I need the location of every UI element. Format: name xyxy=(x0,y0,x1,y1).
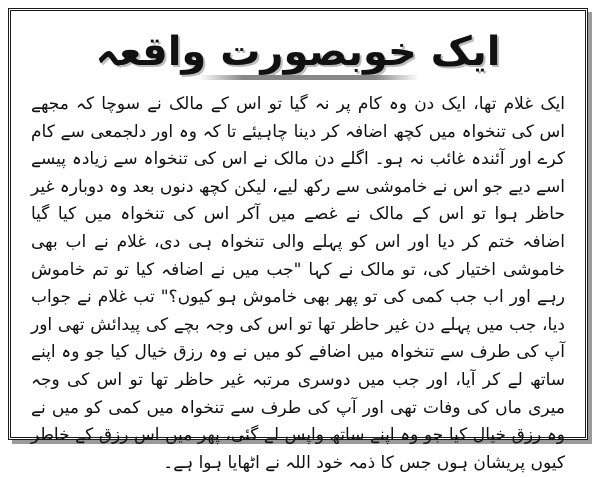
story-title: ایک خوبصورت واقعہ xyxy=(95,29,501,75)
title-underline xyxy=(199,75,419,80)
story-card xyxy=(8,8,588,473)
story-body: ایک غلام تھا، ایک دن وہ کام پر نہ گیا تو اس کے مالک نے سوچا کہ مجھے اس کی تنخواہ میں کچھ اضافہ کر دینا چاہیئے تا کہ وہ اور دلجمعی سے کام کرے اور آئندہ غائب نہ ہو۔ اگلے دن مالک نے اس کی تنخواہ سے زیادہ پیسے اسے دیے جو اس نے خاموشی سے رکھ لیے، لیکن کچھ دنوں بعد وہ دوبارہ غیر حاظر ہوا تو اس کے مالک نے غصے میں آکر اس کی تنخواہ میں کیا گیا اضافہ ختم کر دیا اور اس کو پہلے والی تنخواہ ہی دی، غلام نے اب بھی خاموشی اختیار کی، تو مالک نے کہا "جب میں نے اضافہ کیا تو تم خاموش رہے اور اب جب کمی کی تو پھر بھی خاموش ہو کیوں؟" تب غلام نے جواب دیا، جب میں پہلے دن غیر حاظر تھا تو اس کی وجہ بچے کی پیدائش تھی اور آپ کی طرف سے تنخواہ میں اضافے کو میں نے وہ رزق خیال کیا جو وہ اپنے ساتھ لے کر آیا، اور جب میں دوسری مرتبہ غیر حاظر تھا تو اس کی وجہ میری ماں کی وفات تھی اور آپ کی طرف سے تنخواہ میں کمی کو میں نے وہ رزق خیال کیا جو وہ اپنے ساتھ واپس لے گئی، پھر میں اس رزق کے خاطر کیوں پریشان ہوں جس کا ذمہ خود اللہ نے اٹھایا ہوا ہے۔ xyxy=(30,94,565,473)
